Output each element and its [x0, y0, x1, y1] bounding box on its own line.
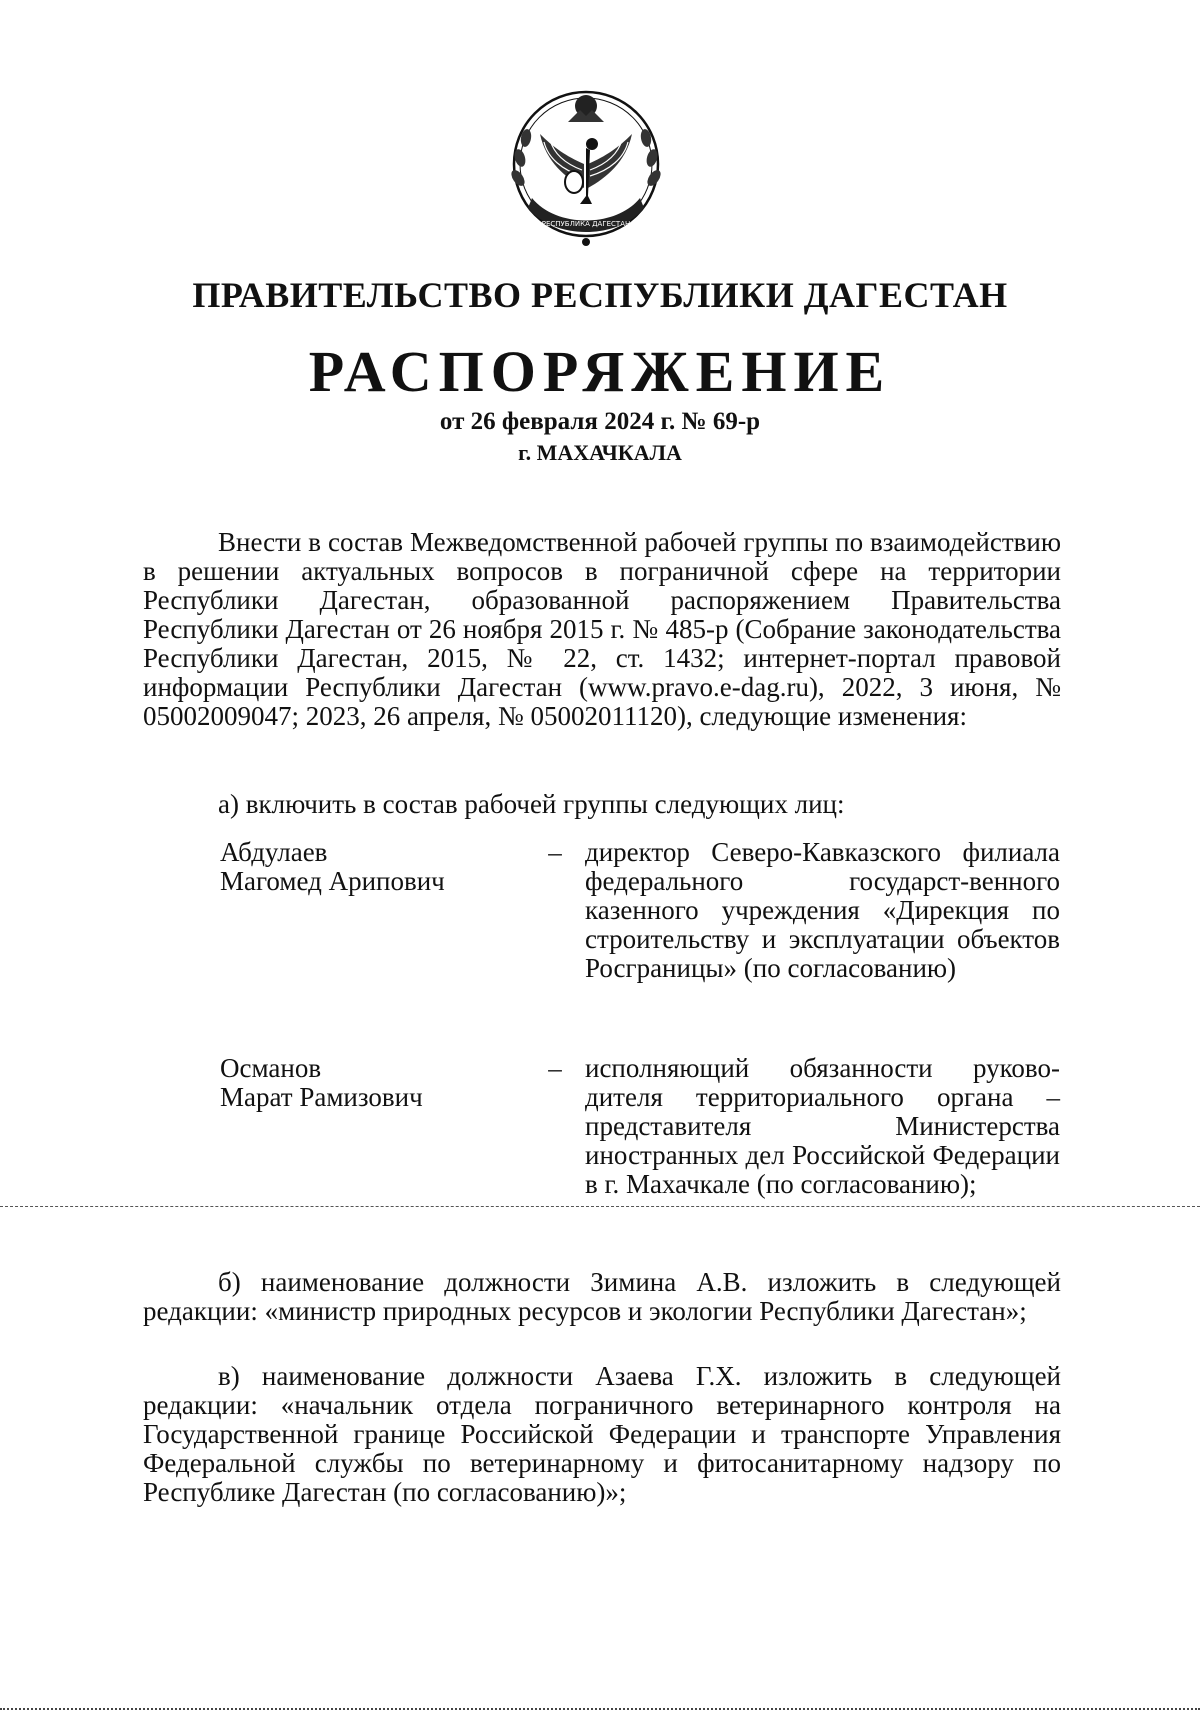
scan-artifact-line [0, 1206, 1200, 1207]
item-b-paragraph: б) наименование должности Зимина А.В. изложить в следующей редакции: «министр природных ресурсов и экологии Республики Дагестан»; [143, 1267, 1061, 1326]
scan-artifact-line [0, 1708, 1200, 1710]
member-position: директор Северо-Кавказского филиала федерального государст-венного казенного учреждения «Дирекция по строительству и эксплуатации объектов Росграницы» (по согласованию) [585, 837, 1060, 983]
intro-paragraph: Внести в состав Межведомственной рабочей группы по взаимодействию в решении актуальных вопросов в пограничной сфере на территории Республики Дагестан, образованной распоряжением Правительства Республики Дагестан от 26 ноября 2015 г. № 485-р (Собрание законодательства Республики Дагестан, 2015, № 22, ст. 1432; интернет-портал правовой информации Республики Дагестан (www.pravo.e-dag.ru), 2022, 3 июня, № 05002009047; 2023, 26 апреля, № 05002011120), следующие изменения: [143, 527, 1061, 731]
member-entry [220, 1054, 1060, 1254]
member-name [220, 1054, 510, 1112]
member-position: исполняющий обязанности руково-дителя территориального органа – представителя Министерства иностранных дел Российской Федерации в г. Махачкале (по согласованию); [585, 1053, 1060, 1199]
government-title: ПРАВИТЕЛЬСТВО РЕСПУБЛИКИ ДАГЕСТАН [192, 275, 1008, 315]
member-surname: Османов [220, 1053, 322, 1083]
item-a-paragraph: а) включить в состав рабочей группы следующих лиц: [218, 789, 845, 819]
member-entry [220, 838, 1060, 1038]
document-city: г. МАХАЧКАЛА [518, 440, 682, 465]
member-given-names: Магомед Арипович [220, 866, 445, 896]
member-name [220, 838, 510, 896]
dagestan-coat-of-arms-icon [496, 78, 676, 256]
document-date-number: от 26 февраля 2024 г. № 69-р [439, 408, 761, 435]
item-v-paragraph: в) наименование должности Азаева Г.Х. изложить в следующей редакции: «начальник отдела пограничного ветеринарного контроля на Государственной границе Российской Федерации и транспорте Управления Федеральной службы по ветеринарному и фитосанитарному надзору по Республике Дагестан (по согласованию)»; [143, 1361, 1061, 1507]
document-type-title: РАСПОРЯЖЕНИЕ [308, 339, 892, 404]
svg-text:РЕСПУБЛИКА ДАГЕСТАН: РЕСПУБЛИКА ДАГЕСТАН [541, 220, 631, 228]
member-dash: – [548, 837, 562, 867]
member-given-names: Марат Рамизович [220, 1082, 423, 1112]
member-dash: – [548, 1053, 562, 1083]
member-surname: Абдулаев [220, 837, 328, 867]
